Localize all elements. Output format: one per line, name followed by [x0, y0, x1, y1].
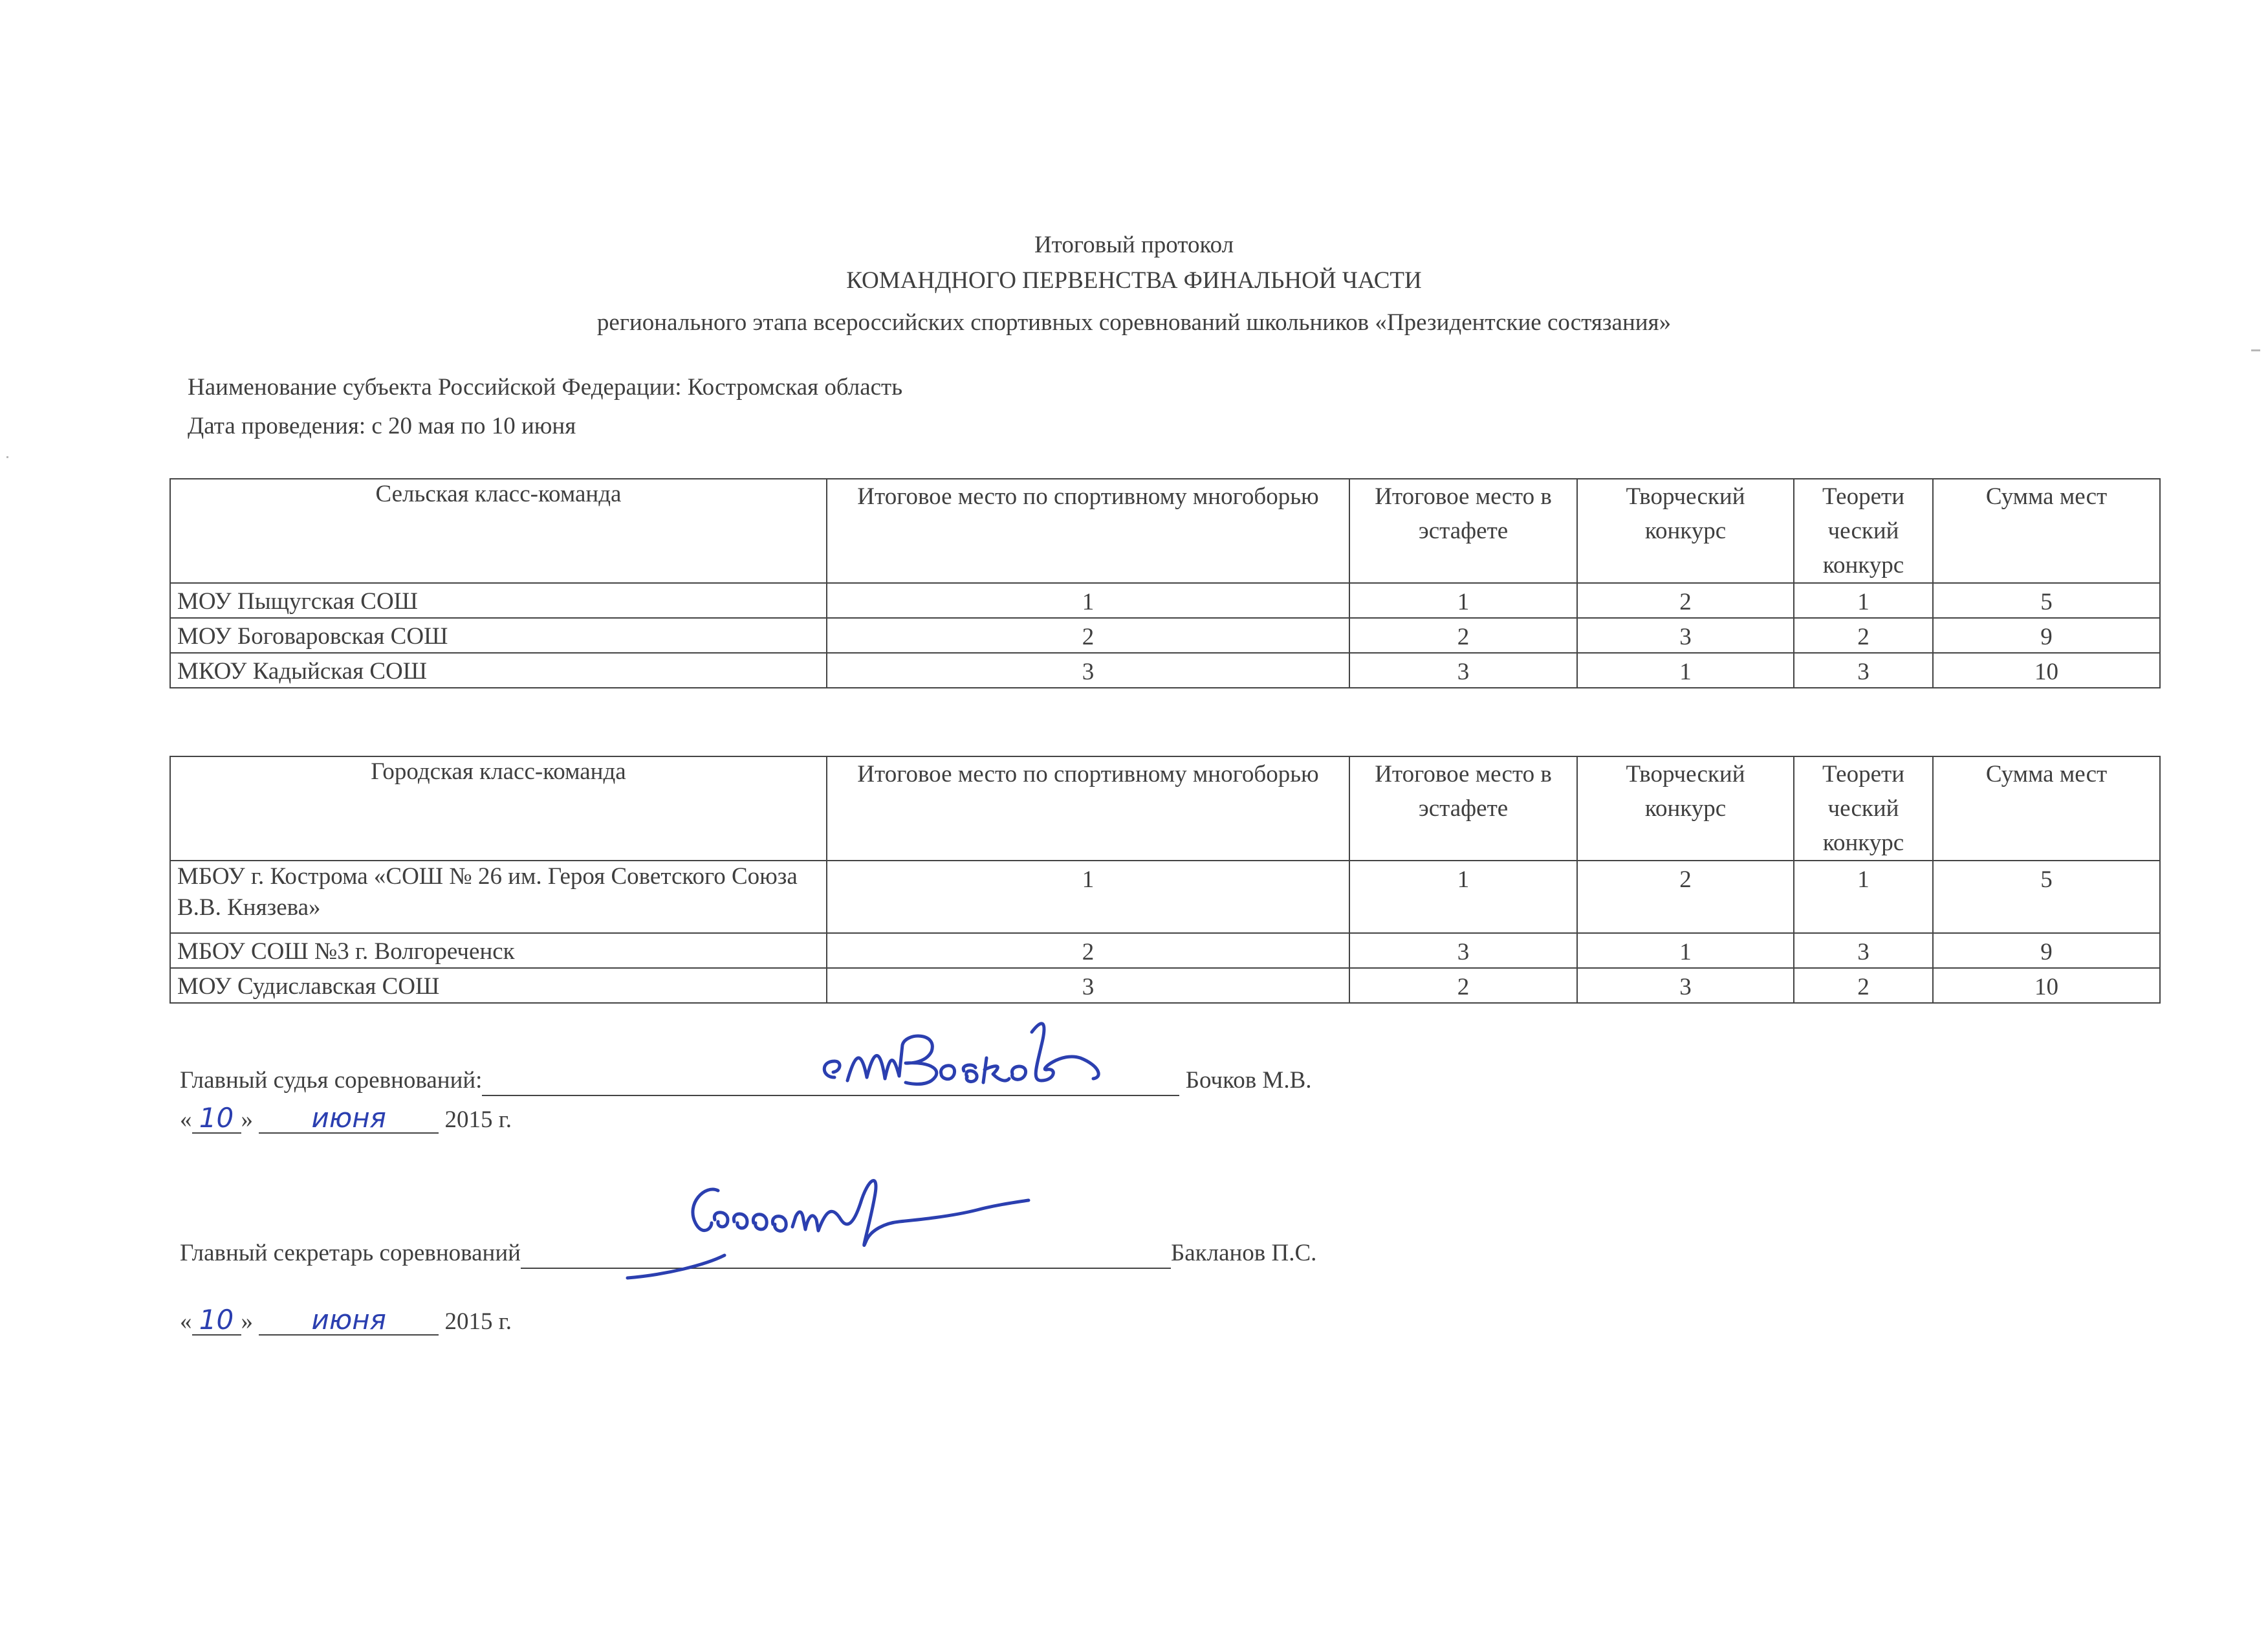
secretary-date-line	[180, 1306, 512, 1336]
theory-place: 2	[1794, 618, 1933, 653]
protocol-subtitle: КОМАНДНОГО ПЕРВЕНСТВА ФИНАЛЬНОЙ ЧАСТИ	[846, 267, 1422, 294]
table-row	[170, 653, 2160, 688]
theory-place: 3	[1794, 653, 1933, 688]
column-header-multiathlon: Итоговое место по спортивному многоборью	[827, 756, 1349, 861]
protocol-description: регионального этапа всероссийских спортивных соревнований школьников «Президентские состязания»	[596, 309, 1672, 336]
column-header-theory: Теорети ческий конкурс	[1794, 479, 1933, 583]
scan-speck	[6, 456, 8, 458]
places-sum: 10	[1933, 653, 2160, 688]
team-name: МОУ Судиславская СОШ	[170, 968, 827, 1003]
multiathlon-place: 3	[827, 968, 1349, 1003]
column-header-sum: Сумма мест	[1933, 756, 2160, 861]
table-row	[170, 933, 2160, 968]
creative-place: 2	[1577, 583, 1794, 618]
theory-place: 3	[1794, 933, 1933, 968]
team-name: МБОУ СОШ №3 г. Волгореченск	[170, 933, 827, 968]
rural-results-table	[169, 478, 2161, 688]
multiathlon-place: 2	[827, 933, 1349, 968]
places-sum: 5	[1933, 861, 2160, 933]
column-header-team: Сельская класс-команда	[170, 479, 827, 583]
theory-place: 2	[1794, 968, 1933, 1003]
places-sum: 10	[1933, 968, 2160, 1003]
column-header-relay: Итоговое место в эстафете	[1349, 479, 1577, 583]
table-row	[170, 618, 2160, 653]
team-name: МБОУ г. Кострома «СОШ № 26 им. Героя Советского Союза В.В. Князева»	[170, 861, 827, 933]
table-row	[170, 968, 2160, 1003]
relay-place: 2	[1349, 618, 1577, 653]
creative-place: 1	[1577, 653, 1794, 688]
column-header-team: Городская класс-команда	[170, 756, 827, 861]
team-name: МОУ Боговаровская СОШ	[170, 618, 827, 653]
column-header-sum: Сумма мест	[1933, 479, 2160, 583]
secretary-name: Бакланов П.С.	[1170, 1240, 1317, 1266]
column-header-relay: Итоговое место в эстафете	[1349, 756, 1577, 861]
secretary-date-day: 10	[192, 1306, 241, 1336]
judge-date-year: 2015 г.	[444, 1106, 512, 1133]
column-header-multiathlon: Итоговое место по спортивному многоборью	[827, 479, 1349, 583]
relay-place: 3	[1349, 933, 1577, 968]
table-row	[170, 583, 2160, 618]
column-header-creative: Творческий конкурс	[1577, 756, 1794, 861]
table-header-row	[170, 756, 2160, 861]
team-name: МКОУ Кадыйская СОШ	[170, 653, 827, 688]
theory-place: 1	[1794, 583, 1933, 618]
judge-date-month: июня	[259, 1104, 439, 1134]
creative-place: 1	[1577, 933, 1794, 968]
multiathlon-place: 3	[827, 653, 1349, 688]
table-row	[170, 861, 2160, 933]
date-quote-close: »	[241, 1308, 253, 1335]
judge-date-line	[180, 1104, 512, 1134]
relay-place: 1	[1349, 583, 1577, 618]
date-quote-open: «	[180, 1106, 192, 1133]
relay-place: 1	[1349, 861, 1577, 933]
multiathlon-place: 1	[827, 583, 1349, 618]
region-line: Наименование субъекта Российской Федерации: Костромская область	[188, 374, 903, 401]
places-sum: 9	[1933, 933, 2160, 968]
relay-place: 3	[1349, 653, 1577, 688]
table-header-row	[170, 479, 2160, 583]
urban-results-table	[169, 756, 2161, 1004]
creative-place: 3	[1577, 618, 1794, 653]
judge-date-day: 10	[192, 1104, 241, 1134]
team-name: МОУ Пыщугская СОШ	[170, 583, 827, 618]
column-header-theory: Теорети ческий конкурс	[1794, 756, 1933, 861]
creative-place: 2	[1577, 861, 1794, 933]
secretary-date-month: июня	[259, 1306, 439, 1336]
places-sum: 9	[1933, 618, 2160, 653]
date-quote-open: «	[180, 1308, 192, 1335]
secretary-date-year: 2015 г.	[444, 1308, 512, 1335]
column-header-creative: Творческий конкурс	[1577, 479, 1794, 583]
protocol-title: Итоговый протокол	[1034, 232, 1234, 258]
date-quote-close: »	[241, 1106, 253, 1133]
relay-place: 2	[1349, 968, 1577, 1003]
places-sum: 5	[1933, 583, 2160, 618]
secretary-label: Главный секретарь соревнований	[180, 1240, 521, 1266]
theory-place: 1	[1794, 861, 1933, 933]
judge-name: Бочков М.В.	[1185, 1067, 1312, 1094]
scan-speck	[2251, 349, 2260, 351]
multiathlon-place: 1	[827, 861, 1349, 933]
judge-signature-icon	[809, 1006, 1145, 1110]
judge-label: Главный судья соревнований:	[180, 1067, 483, 1094]
multiathlon-place: 2	[827, 618, 1349, 653]
dates-line: Дата проведения: с 20 мая по 10 июня	[188, 413, 576, 439]
creative-place: 3	[1577, 968, 1794, 1003]
secretary-signature-icon	[615, 1165, 1041, 1294]
